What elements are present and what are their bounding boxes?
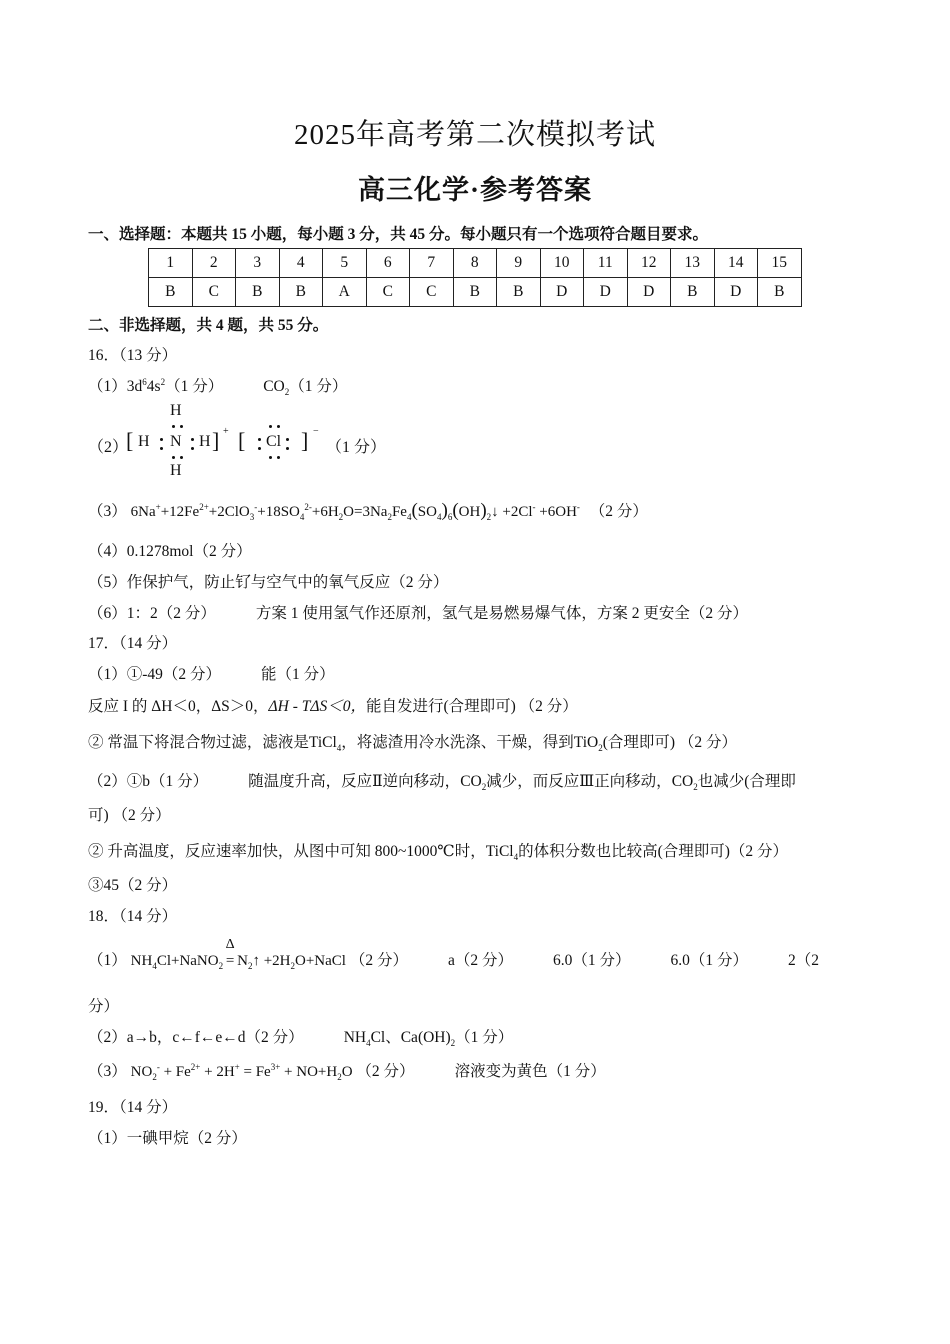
table-cell: C	[410, 278, 454, 307]
q17-part1: （1）①-49（2 分） 能（1 分）	[88, 666, 335, 683]
answer-table	[148, 248, 802, 307]
q16-header: 16．（13 分）	[88, 347, 178, 364]
q17-filtration-line: ② 常温下将混合物过滤，滤液是TiCl$_4$，将滤渣用冷水洗涤、干燥，得到TiO$_2$(合理即可) （2 分）	[88, 734, 738, 754]
table-cell: B	[497, 278, 541, 307]
table-cell: 1	[149, 249, 193, 278]
q16-part1: $(1)3d^64s^2(1$ 分） $CO_2(1$ 分）	[88, 376, 348, 398]
table-cell: B	[671, 278, 715, 307]
table-cell: 13	[671, 249, 715, 278]
table-cell: C	[366, 278, 410, 307]
q18-part3: （3） $NO_2^- + Fe^{2+} + 2H^+ = Fe^{3+} + NO+H_2O$ （2 分） 溶液变为黄色（1 分）	[88, 1062, 606, 1082]
q18-header: 18．（14 分）	[88, 908, 178, 925]
q18-part1: （1） $NH_4Cl+NaNO_2$ Δ = $N_2↑$ $+2H_2O+NaCl$ （2 分） a（2 分） 6.0（1 分） 6.0（1 分） 2（2	[88, 937, 820, 971]
q16-part3-equation: （3） $6Na^++12Fe^{2+}+2ClO_3^-+18SO_4^{2-}+6H_2O=3Na_2Fe_4(SO_4)_6(OH)_2↓ +2Cl^- +6OH^-$ （2 分）	[88, 500, 648, 522]
q16-part4: （4）0.1278mol（2 分）	[88, 543, 252, 560]
q17-spontaneity-line: 反应 I 的 ΔH＜0，ΔS＞0，ΔH - TΔS＜0，能自发进行(合理即可) （2 分）	[88, 698, 578, 715]
table-cell: B	[236, 278, 280, 307]
table-cell: 2	[192, 249, 236, 278]
section-2-heading: 二、非选择题，共 4 题，共 55 分。	[88, 317, 329, 334]
question-number-row	[149, 249, 802, 278]
q17-header: 17．（14 分）	[88, 635, 178, 652]
table-cell: 7	[410, 249, 454, 278]
table-cell: 6	[366, 249, 410, 278]
q17-part2: （2）①b（1 分） 随温度升高，反应Ⅱ逆向移动，$CO_2$减少，而反应Ⅲ正向移动，$CO_2$也减少(合理即	[88, 773, 796, 793]
table-cell: C	[192, 278, 236, 307]
table-cell: B	[149, 278, 193, 307]
answer-row	[149, 278, 802, 307]
table-cell: 3	[236, 249, 280, 278]
section-1-heading: 一、选择题：本题共 15 小题，每小题 3 分，共 45 分。每小题只有一个选项符合题目要求。	[88, 226, 709, 243]
q19-header: 19．（14 分）	[88, 1099, 178, 1116]
q19-part1: （1）一碘甲烷（2 分）	[88, 1130, 247, 1147]
table-cell: D	[714, 278, 758, 307]
table-cell: D	[627, 278, 671, 307]
q16-part2-lewis-structure: （2） [ H N H H H ] + [ Cl ] − （1 分）	[88, 402, 387, 479]
table-cell: 4	[279, 249, 323, 278]
table-cell: 8	[453, 249, 497, 278]
table-cell: B	[758, 278, 802, 307]
q16-part6: （6）1：2（2 分） 方案 1 使用氢气作还原剂，氢气是易燃易爆气体，方案 2 更安全（2 分）	[88, 605, 749, 622]
table-cell: B	[453, 278, 497, 307]
q17-temperature-line: ② 升高温度，反应速率加快，从图中可知 800~1000℃时，TiCl$_4$的体积分数也比较高(合理即可)（2 分）	[88, 843, 789, 863]
table-cell: 10	[540, 249, 584, 278]
table-cell: D	[540, 278, 584, 307]
page-title: 2025年高考第二次模拟考试	[293, 119, 656, 151]
table-cell: 15	[758, 249, 802, 278]
q18-part1-continued: 分）	[88, 998, 120, 1015]
table-cell: B	[279, 278, 323, 307]
q17-part3: ③45（2 分）	[88, 877, 178, 894]
table-cell: 11	[584, 249, 628, 278]
table-cell: 12	[627, 249, 671, 278]
table-cell: D	[584, 278, 628, 307]
table-cell: 14	[714, 249, 758, 278]
q17-part2-continued: 可) （2 分）	[88, 807, 171, 824]
table-cell: 5	[323, 249, 367, 278]
table-cell: A	[323, 278, 367, 307]
page-subtitle: 高三化学·参考答案	[357, 175, 592, 205]
table-cell: 9	[497, 249, 541, 278]
q18-part2: （2）a→b，c←f←e←d（2 分） $NH_4Cl$、$Ca(OH)_2(1$ 分）	[88, 1029, 514, 1049]
q16-part5: （5）作保护气，防止钌与空气中的氧气反应（2 分）	[88, 574, 449, 591]
